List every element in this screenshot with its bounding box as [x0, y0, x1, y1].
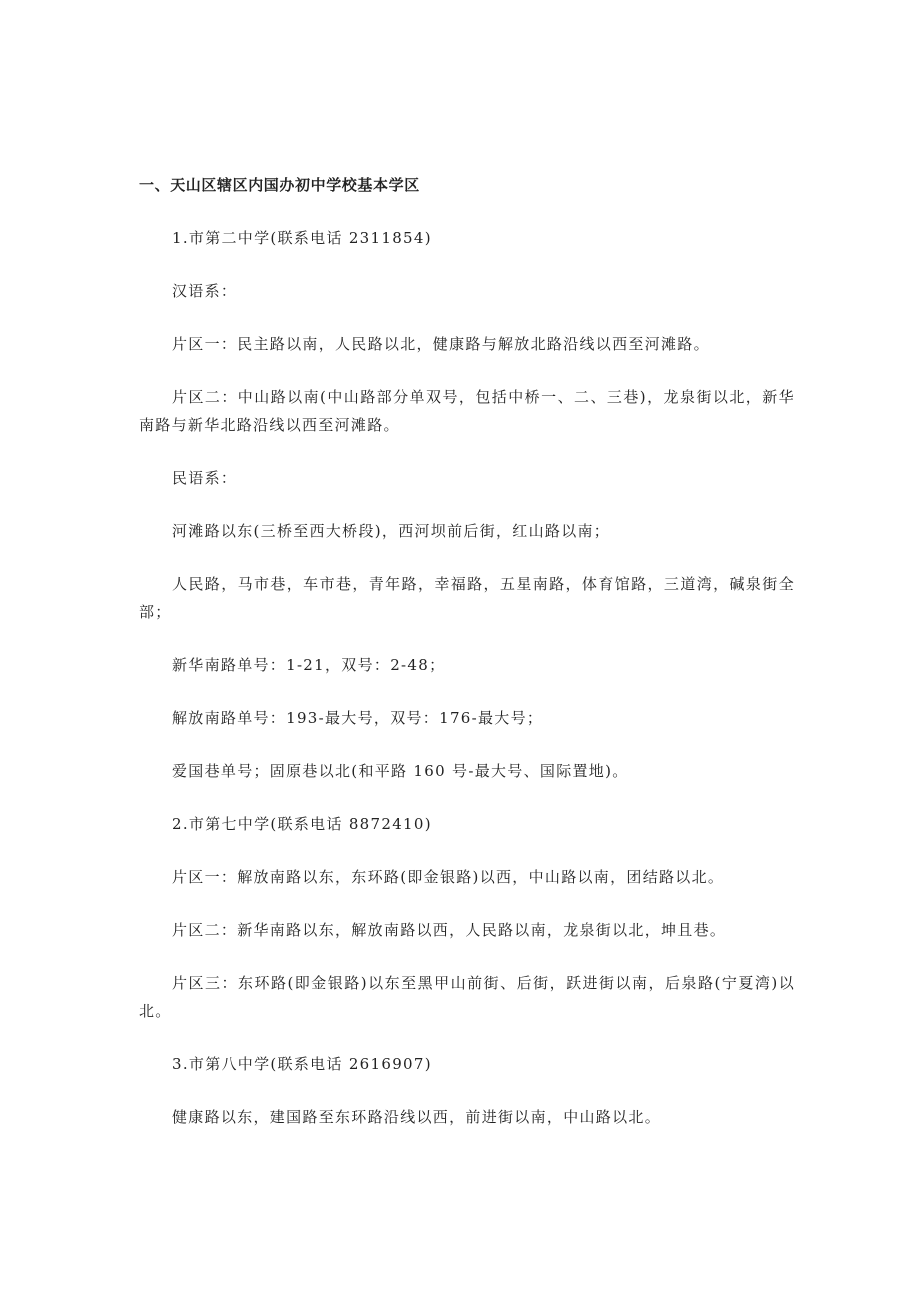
paragraph: 解放南路单号：193-最大号，双号：176-最大号；: [172, 709, 544, 727]
document-body: [139, 171, 795, 1156]
paragraph: 片区二：中山路以南(中山路部分单双号，包括中桥一、二、三巷)，龙泉街以北，新华南路与新华北路沿线以西至河滩路。: [139, 388, 795, 434]
paragraph: 人民路，马市巷，车市巷，青年路，幸福路，五星南路，体育馆路，三道湾，碱泉街全部；: [139, 575, 795, 621]
subsection-label: 民语系：: [172, 469, 238, 487]
school-title: 3.市第八中学(联系电话 2616907): [172, 1055, 432, 1073]
school-title: 2.市第七中学(联系电话 8872410): [172, 815, 432, 833]
paragraph: 新华南路单号：1-21，双号：2-48；: [172, 656, 446, 674]
subsection-label: 汉语系：: [172, 282, 238, 300]
paragraph: 片区一：民主路以南，人民路以北，健康路与解放北路沿线以西至河滩路。: [172, 335, 710, 353]
paragraph: 片区三：东环路(即金银路)以东至黑甲山前街、后街，跃进街以南，后泉路(宁夏湾)以北。: [139, 974, 795, 1020]
school-title: 1.市第二中学(联系电话 2311854): [172, 229, 432, 247]
paragraph: 爱国巷单号；固原巷以北(和平路 160 号-最大号、国际置地)。: [172, 762, 629, 780]
paragraph: 健康路以东，建国路至东环路沿线以西，前进街以南，中山路以北。: [172, 1108, 662, 1126]
paragraph: 片区一：解放南路以东，东环路(即金银路)以西，中山路以南，团结路以北。: [172, 868, 725, 886]
paragraph: 片区二：新华南路以东，解放南路以西，人民路以南，龙泉街以北，坤且巷。: [172, 921, 727, 939]
paragraph: 河滩路以东(三桥至西大桥段)，西河坝前后街，红山路以南；: [172, 522, 611, 540]
section-heading: 一、天山区辖区内国办初中学校基本学区: [139, 176, 420, 194]
